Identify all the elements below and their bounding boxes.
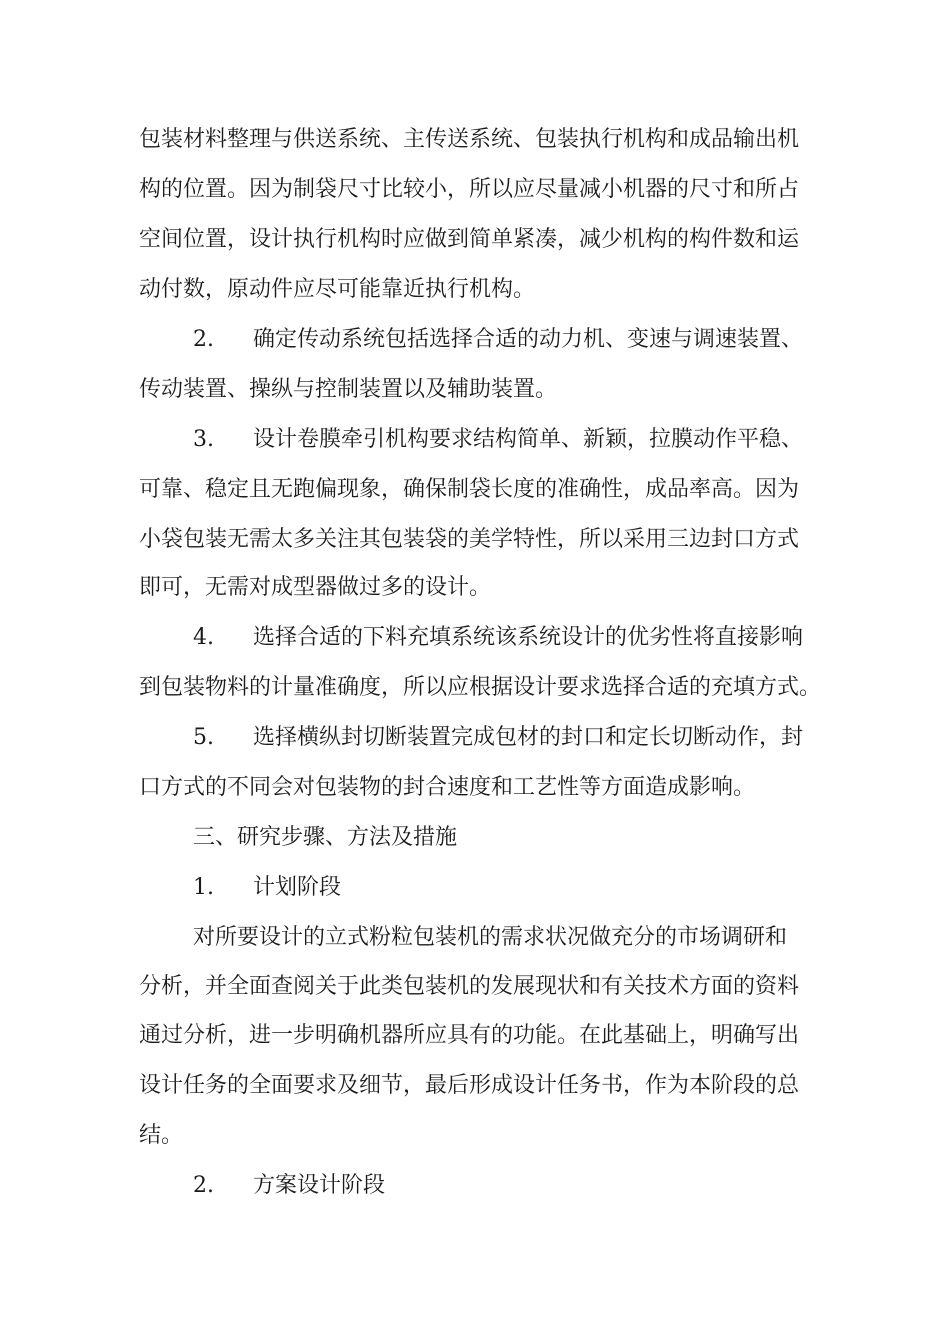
paragraph-line: 动付数，原动件应尽可能靠近执行机构。 [139,277,536,302]
step-number: 2. [193,1173,214,1198]
list-text: 确定传动系统包括选择合适的动力机、变速与调速装置、 [253,327,804,352]
list-item-5 [193,723,803,753]
paragraph-line: 口方式的不同会对包装物的封合速度和工艺性等方面造成影响。 [139,775,756,800]
list-text: 选择合适的下料充填系统该系统设计的优劣性将直接影响 [253,625,804,650]
list-number: 4. [193,625,214,650]
list-number: 2. [193,327,214,352]
list-text: 选择横纵封切断装置完成包材的封口和定长切断动作，封 [253,725,804,750]
step-title: 计划阶段 [253,875,342,900]
paragraph-line: 设计任务的全面要求及细节，最后形成设计任务书，作为本阶段的总 [139,1073,800,1098]
paragraph-line: 即可，无需对成型器做过多的设计。 [139,575,492,600]
paragraph-line: 传动装置、操纵与控制装置以及辅助装置。 [139,377,558,402]
paragraph-line: 通过分析，进一步明确机器所应具有的功能。在此基础上，明确写出 [139,1023,800,1048]
step-heading-1 [193,873,341,903]
list-item-4 [193,623,803,653]
paragraph-line: 小袋包装无需太多关注其包装袋的美学特性，所以采用三边封口方式 [139,527,800,552]
section-heading: 三、研究步骤、方法及措施 [193,825,458,850]
list-number: 3. [193,427,214,452]
paragraph-line: 包装材料整理与供送系统、主传送系统、包装执行机构和成品输出机 [139,127,800,152]
paragraph-line: 可靠、稳定且无跑偏现象，确保制袋长度的准确性，成品率高。因为 [139,477,800,502]
paragraph-line: 空间位置，设计执行机构时应做到简单紧凑，减少机构的构件数和运 [139,227,800,252]
list-item-3 [193,425,803,455]
list-number: 5. [193,725,214,750]
paragraph-line: 结。 [139,1123,184,1148]
step-number: 1. [193,875,214,900]
paragraph-line: 对所要设计的立式粉粒包装机的需求状况做充分的市场调研和 [193,925,788,950]
list-item-2 [193,325,803,355]
paragraph-line: 分析，并全面查阅关于此类包装机的发展现状和有关技术方面的资料 [139,974,800,999]
list-text: 设计卷膜牵引机构要求结构简单、新颖，拉膜动作平稳、 [253,427,804,452]
paragraph-line: 到包装物料的计量准确度，所以应根据设计要求选择合适的充填方式。 [139,675,822,700]
step-heading-2 [193,1171,385,1201]
paragraph-line: 构的位置。因为制袋尺寸比较小，所以应尽量减小机器的尺寸和所占 [139,177,800,202]
step-title: 方案设计阶段 [253,1173,386,1198]
